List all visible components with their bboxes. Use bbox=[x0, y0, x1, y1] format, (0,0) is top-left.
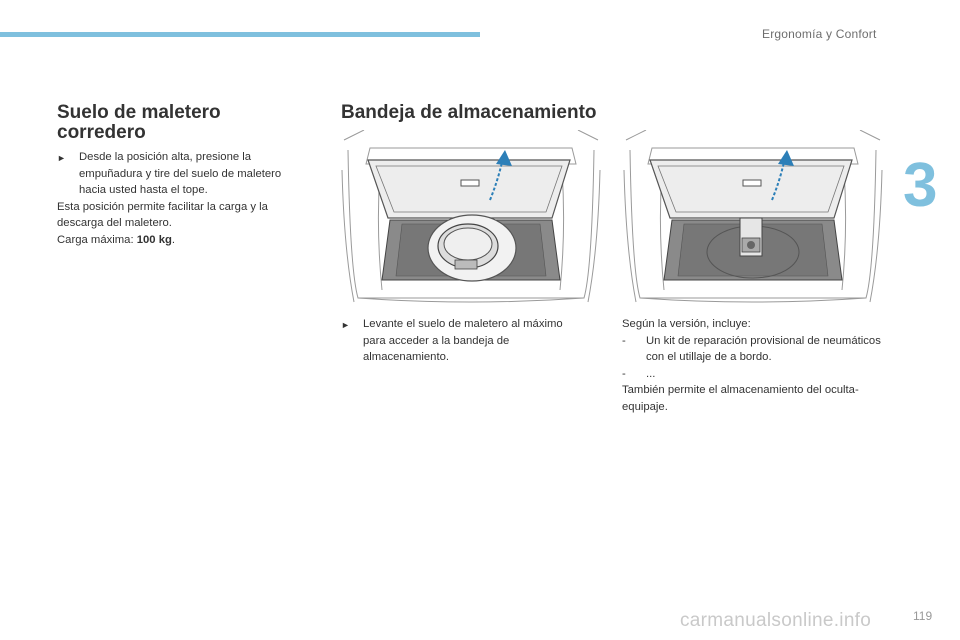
list-item bbox=[622, 366, 897, 383]
section-title: Ergonomía y Confort bbox=[762, 27, 877, 41]
trunk-spare-wheel-illustration bbox=[340, 130, 602, 305]
dash-marker: - bbox=[622, 334, 626, 347]
contents-outro: También permite el almacenamiento del oculta-equipaje. bbox=[622, 384, 859, 413]
chapter-number: 3 bbox=[903, 151, 938, 220]
bullet-item bbox=[57, 149, 307, 199]
heading-sliding-floor: Suelo de maletero corredero bbox=[57, 102, 221, 143]
watermark: carmanualsonline.info bbox=[680, 610, 872, 631]
trunk-repair-kit-illustration bbox=[622, 130, 884, 305]
list-item-text: ... bbox=[646, 367, 656, 380]
bullet-text: Desde la posición alta, presione la empuñadura y tire del suelo de maletero hacia usted hasta el tope. bbox=[79, 151, 282, 196]
max-load-suffix: . bbox=[171, 233, 176, 246]
storage-tray-text bbox=[341, 316, 586, 366]
max-load-value: 100 kg bbox=[136, 233, 172, 246]
dash-marker: - bbox=[622, 367, 626, 380]
heading-storage-tray: Bandeja de almacenamiento bbox=[341, 102, 597, 123]
max-load bbox=[57, 232, 307, 249]
page-number: 119 bbox=[913, 609, 933, 623]
bullet-item bbox=[341, 316, 586, 366]
contents-intro: Según la versión, incluye: bbox=[622, 318, 751, 330]
contents-text bbox=[622, 316, 897, 415]
bullet-text: Levante el suelo de maletero al máximo para acceder a la bandeja de almacenamiento. bbox=[363, 318, 563, 363]
header-accent-bar bbox=[0, 32, 480, 37]
list-item-text: Un kit de reparación provisional de neumáticos con el utillaje de a bordo. bbox=[646, 334, 881, 363]
bullet-marker-icon: ► bbox=[57, 153, 66, 163]
sliding-floor-text bbox=[57, 149, 307, 248]
list-item bbox=[622, 333, 897, 366]
bullet-marker-icon: ► bbox=[341, 320, 350, 330]
max-load-label: Carga máxima: bbox=[57, 233, 137, 246]
paragraph: Esta posición permite facilitar la carga y la descarga del maletero. bbox=[57, 200, 268, 229]
